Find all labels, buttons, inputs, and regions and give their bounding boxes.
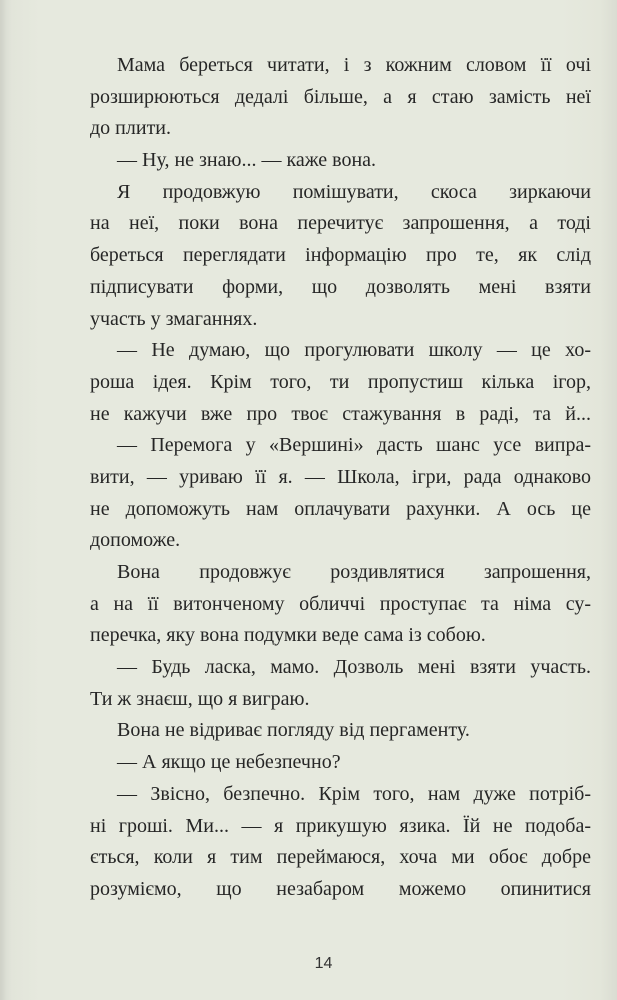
text-line: підписувати форми, що дозволять мені взяти [90,275,591,298]
page-gutter-shadow [0,0,6,1000]
text-line: допоможе. [90,529,181,552]
text-line: Вона не відриває погляду від пергаменту. [117,719,470,742]
text-line: — А якщо це небезпечно? [117,751,341,774]
text-line: не допоможуть нам оплачувати рахунки. А ось це [90,497,591,520]
text-line: не кажучи вже про твоє стажування в раді, та й... [90,402,591,425]
text-line: ні гроші. Ми... — я прикушую язика. Їй не подоба- [90,814,591,837]
text-line: — Звісно, безпечно. Крім того, нам дуже потріб- [117,782,591,805]
body-text [90,50,591,906]
text-line: вити, — уриваю її я. — Школа, ігри, рада однаково [90,465,591,488]
text-line: — Ну, не знаю... — каже вона. [117,149,377,172]
text-line: Я продовжую помішувати, скоса зиркаючи [117,180,591,203]
text-line: участь у змаганнях. [90,307,258,330]
text-line: — Перемога у «Вершині» дасть шанс усе випра- [117,434,591,457]
text-line: роша ідея. Крім того, ти пропустиш кілька ігор, [90,370,591,393]
text-line: Мама береться читати, і з кожним словом її очі [117,54,591,76]
text-line: береться переглядати інформацію про те, як слід [90,244,591,267]
text-line: розширюються дедалі більше, а я стаю замість неї [90,85,591,108]
page-number: 14 [314,955,333,972]
text-line: перечка, яку вона подумки веде сама із собою. [90,624,486,647]
text-line: а на її витонченому обличчі проступає та німа су- [90,592,591,615]
text-line: — Не думаю, що прогулювати школу — це хо- [117,339,591,362]
text-line: Вона продовжує роздивлятися запрошення, [117,561,591,583]
text-line: до плити. [90,117,172,140]
text-line: — Будь ласка, мамо. Дозволь мені взяти участь. [117,656,591,679]
text-line: розуміємо, що незабаром можемо опинитися [90,877,591,900]
text-line: на неї, поки вона перечитує запрошення, а тоді [90,212,591,235]
text-line: Ти ж знаєш, що я виграю. [90,687,310,710]
text-line: ється, коли я тим переймаюся, хоча ми обоє добре [90,846,591,869]
